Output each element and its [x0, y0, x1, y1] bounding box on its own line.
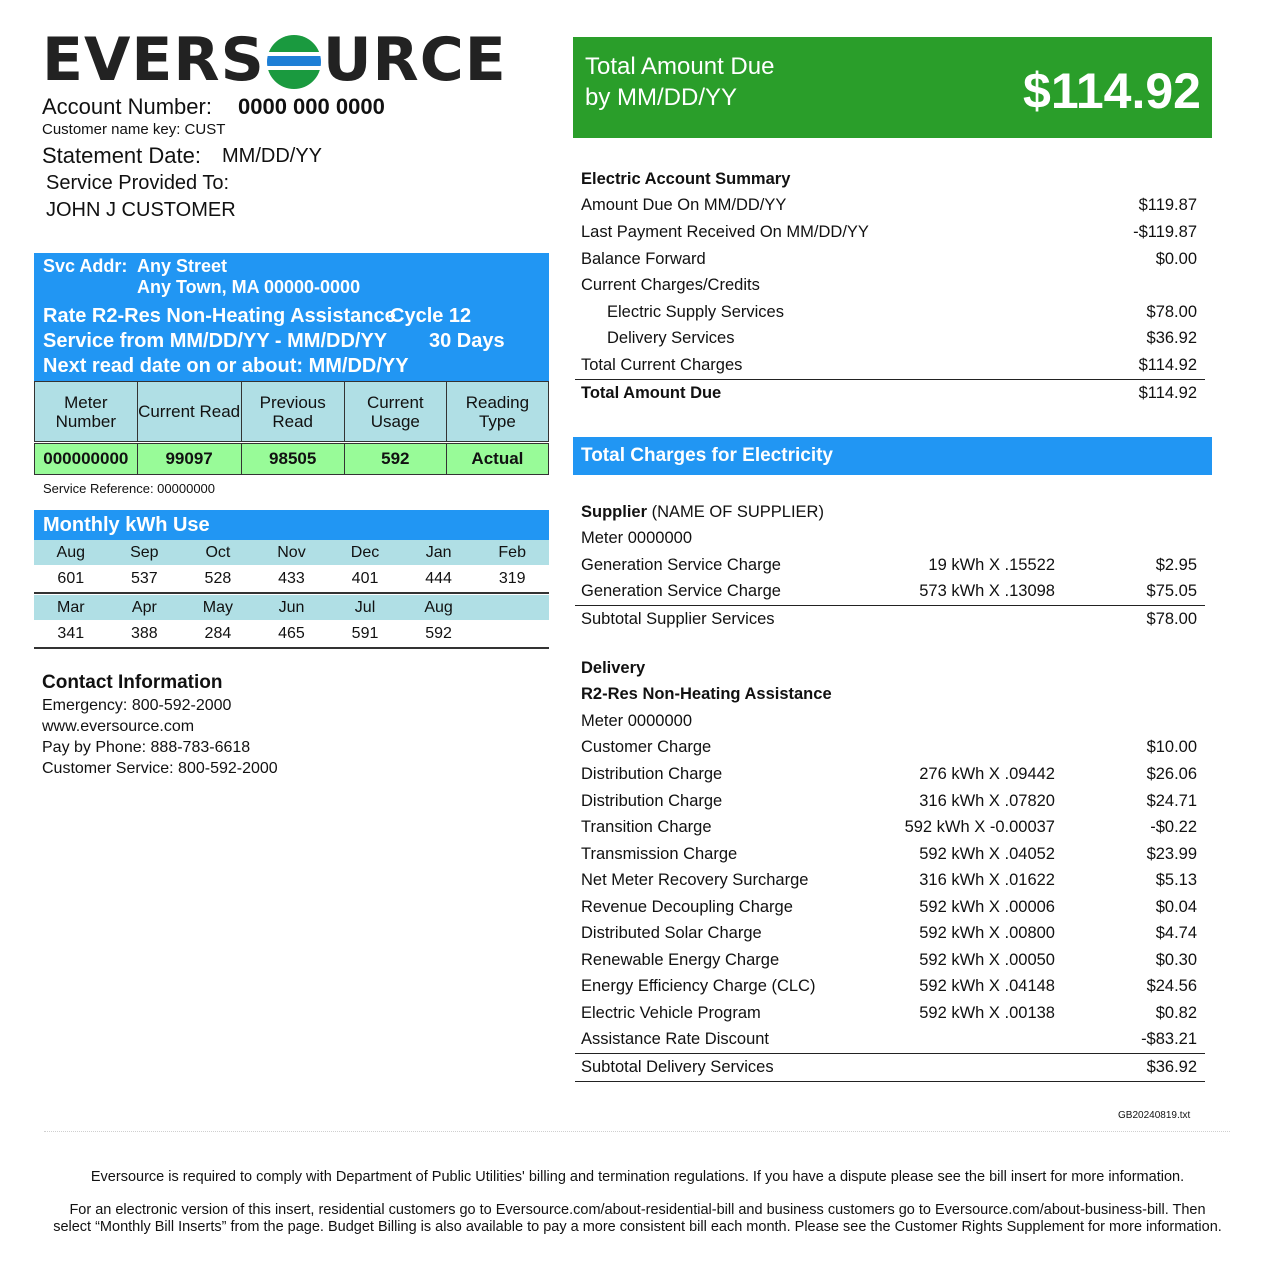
kwh-month: Feb — [475, 540, 549, 565]
charge-label: Revenue Decoupling Charge — [581, 897, 793, 916]
summary-value: $78.00 — [1146, 302, 1197, 321]
account-number-label: Account Number: — [42, 94, 212, 119]
statement-date: MM/DD/YY — [222, 145, 322, 167]
charge-calc: 592 kWh X -0.00037 — [904, 818, 1055, 837]
kwh-value: 465 — [255, 620, 329, 648]
charge-label: Customer Charge — [581, 738, 712, 757]
footer-insert-note-line1: For an electronic version of this insert, residential customers go to Eversource.com/about-residential-bill and business customers go to Eversource.com/about-business-bill. Then — [69, 1202, 1206, 1218]
service-period: Service from MM/DD/YY - MM/DD/YY — [43, 330, 388, 352]
service-address-label: Svc Addr: — [43, 256, 128, 276]
kwh-month: May — [181, 595, 255, 620]
charge-calc: 592 kWh X .00006 — [919, 897, 1055, 916]
kwh-month: Dec — [328, 540, 402, 565]
monthly-kwh-title — [34, 510, 549, 540]
charge-label: Generation Service Charge — [575, 579, 875, 606]
supplier-charges — [575, 499, 1205, 633]
delivery-rate: R2-Res Non-Heating Assistance — [581, 685, 832, 704]
charge-calc: 19 kWh X .15522 — [928, 555, 1055, 574]
charge-calc: 276 kWh X .09442 — [919, 764, 1055, 783]
current-read: 99097 — [137, 444, 241, 475]
previous-read: 98505 — [241, 444, 344, 475]
service-reference: Service Reference: 00000000 — [43, 481, 216, 496]
charge-calc: 592 kWh X .04148 — [919, 977, 1055, 996]
service-provided-to-label: Service Provided To: — [46, 172, 230, 194]
footer-insert-note-line2: select “Monthly Bill Inserts” from the page. Budget Billing is also available to pay a more consistent bill each month. Please see the Customer Rights Supplement for more information. — [53, 1219, 1222, 1235]
meter-header: Meter Number — [35, 382, 138, 442]
charge-calc — [875, 735, 1055, 762]
charge-amount: $2.95 — [1155, 555, 1197, 574]
charge-label: Electric Vehicle Program — [581, 1003, 761, 1022]
rate-class: Rate R2-Res Non-Heating Assistance — [43, 305, 396, 327]
total-charges-title-text: Total Charges for Electricity — [581, 445, 833, 466]
footer-divider — [44, 1131, 1230, 1132]
meter-header: Current Usage — [344, 382, 446, 442]
footer-regulation-note: Eversource is required to comply with Department of Public Utilities' billing and termination regulations. If you have a dispute please see the bill insert for more information. — [90, 1169, 1185, 1185]
statement-date-label: Statement Date: — [42, 143, 201, 168]
summary-value: $114.92 — [1138, 355, 1197, 374]
delivery-title: Delivery — [581, 658, 646, 677]
kwh-month: Sep — [108, 540, 182, 565]
kwh-month: Aug — [34, 540, 108, 565]
next-read-date: Next read date on or about: MM/DD/YY — [43, 355, 409, 377]
kwh-value: 601 — [34, 565, 108, 593]
summary-value: $0.00 — [1155, 249, 1197, 268]
contact-customer-service: Customer Service: 800-592-2000 — [42, 760, 278, 777]
charge-calc: 592 kWh X .04052 — [919, 844, 1055, 863]
charge-calc: 592 kWh X .00800 — [919, 924, 1055, 943]
billing-cycle: Cycle 12 — [390, 305, 472, 327]
charge-calc: 573 kWh X .13098 — [875, 579, 1055, 606]
summary-label: Total Current Charges — [581, 355, 743, 374]
charge-calc: 316 kWh X .01622 — [919, 871, 1055, 890]
contact-title: Contact Information — [42, 672, 223, 693]
kwh-value: 319 — [475, 565, 549, 593]
service-days: 30 Days — [429, 330, 505, 352]
charge-label: Net Meter Recovery Surcharge — [581, 871, 809, 890]
supplier-name: (NAME OF SUPPLIER) — [651, 502, 824, 521]
monthly-kwh-title-text: Monthly kWh Use — [43, 514, 210, 536]
summary-title: Electric Account Summary — [581, 169, 791, 188]
charge-label: Distributed Solar Charge — [581, 924, 762, 943]
charge-amount: $26.06 — [1146, 764, 1198, 783]
service-address-line2: Any Town, MA 00000-0000 — [137, 277, 361, 297]
charge-amount: $23.99 — [1146, 844, 1198, 863]
kwh-value: 433 — [255, 565, 329, 593]
charge-amount: $24.71 — [1146, 791, 1198, 810]
account-number: 0000 000 0000 — [238, 94, 385, 119]
charge-label: Assistance Rate Discount — [575, 1027, 875, 1054]
charge-amount: $75.05 — [1055, 579, 1205, 606]
charge-calc: 592 kWh X .00050 — [919, 950, 1055, 969]
summary-label: Last Payment Received On MM/DD/YY — [581, 222, 869, 241]
supplier-title: Supplier — [581, 502, 648, 521]
kwh-month: Mar — [34, 595, 108, 620]
charge-amount: $4.74 — [1155, 924, 1198, 943]
kwh-value: 284 — [181, 620, 255, 648]
kwh-value: 341 — [34, 620, 108, 648]
delivery-meter: Meter 0000000 — [581, 711, 692, 730]
charge-label: Distribution Charge — [581, 764, 723, 783]
monthly-kwh-table-2 — [34, 595, 549, 649]
charge-calc — [875, 1027, 1055, 1054]
summary-label: Delivery Services — [607, 329, 735, 348]
kwh-value: 401 — [328, 565, 402, 593]
kwh-month: Apr — [108, 595, 182, 620]
charge-calc: 592 kWh X .00138 — [919, 1003, 1055, 1022]
kwh-month: Jan — [402, 540, 476, 565]
charge-label: Renewable Energy Charge — [581, 950, 780, 969]
charge-label: Generation Service Charge — [581, 555, 781, 574]
charge-amount: $0.04 — [1155, 897, 1198, 916]
meter-number: 000000000 — [35, 444, 138, 475]
charge-amount: -$0.22 — [1150, 818, 1198, 837]
kwh-month: Nov — [255, 540, 329, 565]
charge-amount: -$83.21 — [1055, 1027, 1205, 1054]
contact-website-link[interactable]: www.eversource.com — [42, 718, 195, 735]
contact-pay-by-phone: Pay by Phone: 888-783-6618 — [42, 739, 251, 756]
summary-label: Balance Forward — [581, 249, 706, 268]
summary-label: Total Amount Due — [575, 379, 1076, 406]
total-amount-due-box — [573, 37, 1212, 138]
contact-emergency: Emergency: 800-592-2000 — [42, 697, 232, 714]
charge-label: Energy Efficiency Charge (CLC) — [581, 977, 816, 996]
logo-text-left: EVERS — [42, 25, 265, 95]
kwh-month: Oct — [181, 540, 255, 565]
summary-value: $119.87 — [1138, 196, 1197, 215]
eversource-logo — [42, 25, 507, 95]
total-charges-title — [573, 437, 1212, 475]
charge-amount: $0.82 — [1155, 1003, 1198, 1022]
supplier-meter: Meter 0000000 — [581, 529, 692, 548]
logo-o-icon — [267, 35, 321, 89]
summary-label: Current Charges/Credits — [581, 276, 760, 295]
contact-information — [42, 671, 278, 779]
delivery-subtotal-label: Subtotal Delivery Services — [575, 1054, 875, 1082]
customer-name-key: Customer name key: CUST — [42, 121, 226, 138]
total-due-amount: $114.92 — [1023, 63, 1201, 119]
summary-value: -$119.87 — [1133, 222, 1197, 241]
summary-value: $114.92 — [1076, 379, 1205, 406]
file-id: GB20240819.txt — [1118, 1110, 1191, 1121]
reading-type: Actual — [446, 444, 548, 475]
charge-amount: $0.30 — [1155, 950, 1198, 969]
summary-value: $36.92 — [1146, 329, 1197, 348]
meter-header: Previous Read — [241, 382, 344, 442]
kwh-value — [475, 620, 549, 648]
service-address-line1: Any Street — [137, 256, 228, 276]
kwh-value: 591 — [328, 620, 402, 648]
summary-label: Electric Supply Services — [607, 302, 784, 321]
total-due-label: Total Amount Due — [585, 53, 775, 80]
charge-label: Distribution Charge — [581, 791, 723, 810]
meter-header: Current Read — [137, 382, 241, 442]
delivery-subtotal-amount: $36.92 — [1055, 1054, 1205, 1082]
charge-amount: $10.00 — [1146, 738, 1198, 757]
summary-label: Amount Due On MM/DD/YY — [581, 196, 787, 215]
service-info-box — [34, 253, 549, 381]
meter-table — [34, 381, 549, 475]
kwh-value: 537 — [108, 565, 182, 593]
monthly-kwh-table-1 — [34, 540, 549, 594]
delivery-charges — [575, 655, 1205, 1082]
charge-label: Transmission Charge — [581, 844, 738, 863]
customer-name: JOHN J CUSTOMER — [46, 199, 236, 221]
kwh-month — [475, 595, 549, 620]
electric-account-summary — [575, 166, 1205, 406]
supplier-subtotal-label: Subtotal Supplier Services — [581, 609, 775, 628]
supplier-subtotal-amount: $78.00 — [1146, 609, 1197, 628]
charge-amount: $24.56 — [1146, 977, 1198, 996]
charge-label: Transition Charge — [581, 818, 712, 837]
kwh-value: 592 — [402, 620, 476, 648]
kwh-month: Aug — [402, 595, 476, 620]
meter-header: Reading Type — [446, 382, 548, 442]
kwh-value: 444 — [402, 565, 476, 593]
total-due-date: by MM/DD/YY — [585, 84, 738, 111]
summary-value — [1076, 272, 1205, 299]
kwh-value: 528 — [181, 565, 255, 593]
logo-text-right: URCE — [322, 25, 507, 95]
kwh-month: Jul — [328, 595, 402, 620]
kwh-value: 388 — [108, 620, 182, 648]
current-usage: 592 — [344, 444, 446, 475]
charge-amount: $5.13 — [1155, 871, 1198, 890]
kwh-month: Jun — [255, 595, 329, 620]
charge-calc: 316 kWh X .07820 — [919, 791, 1055, 810]
